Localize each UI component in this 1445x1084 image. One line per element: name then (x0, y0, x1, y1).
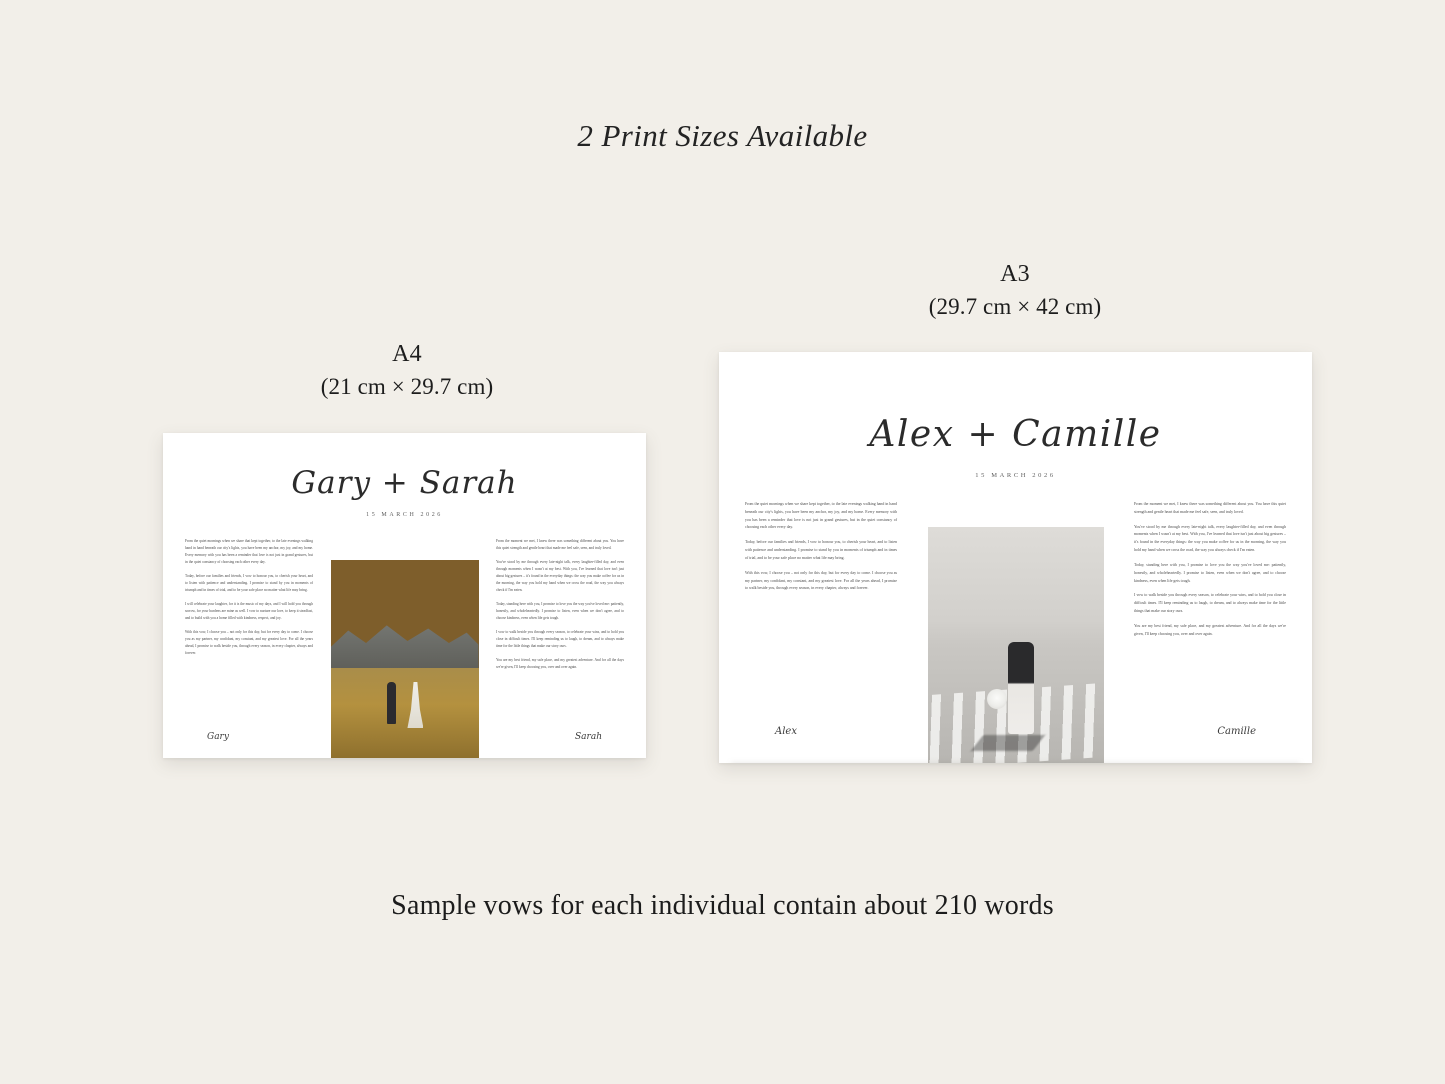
size-caption-a4 (232, 338, 582, 403)
vow-paragraph: You've stood by me through every late-night talk, every laughter-filled day, and even through moments when I wasn't at my best. With you, I've learned that love isn't just about big gestures – it's found in the everyday things: the way you make coffee for us in the morning, the way you hold my hand when we cross the road, the way you always check if I'm eaten. (496, 560, 624, 592)
vow-paragraph: You've stood by me through every late-night talk, every laughter-filled day, and even through moments when I wasn't at my best. With you, I've learned that love isn't just about big gestures – it's found in the everyday things: the way you make coffee for us in the morning, the way you hold my hand when we cross the road, the way you always check if I'm eaten. (1134, 524, 1286, 553)
wedding-date-a4: 15 MARCH 2026 (366, 512, 443, 518)
couple-names-a3: Alex + Camille (869, 414, 1162, 455)
sheet-inner-a4 (163, 433, 646, 758)
size-name-a3: A3 (1000, 261, 1030, 287)
footer-note: Sample vows for each individual contain about 210 words (391, 890, 1054, 921)
vow-paragraph: From the moment we met, I knew there was something different about you. You have this quiet strength and gentle heart that made me feel safe, seen, and truly loved. (1134, 502, 1286, 514)
wedding-date-a3: 15 MARCH 2026 (975, 472, 1056, 479)
vow-paragraph: Today, standing here with you, I promise to love you the way you've loved me: patiently, honestly, and wholeheartedly. I promise to listen, even when we don't agree, and to choose kindness, even when life gets tough. (1134, 562, 1286, 583)
mockup-sheet-a4 (163, 433, 646, 758)
mockup-sheet-a3 (719, 352, 1312, 763)
bride-figure (407, 682, 423, 728)
vow-columns-a3 (719, 501, 1312, 763)
bride-legs-figure (1008, 642, 1034, 734)
vow-paragraph: Today, before our families and friends, I vow to honour you, to cherish your heart, and to listen with patience and understanding. I promise to stand by you in moments of triumph and in times of trial, and to be your safe place no matter what life may bring. (745, 540, 897, 560)
size-name-a4: A4 (392, 341, 422, 367)
signature-right-a4: Sarah (575, 732, 602, 742)
vow-paragraph: With this vow, I choose you – not only for this day, but for every day to come. I choose you as my partner, my confidant, my constant, and my greatest love. For all the years ahead, I promise to walk beside you, through every season, in every chapter, always and forever. (745, 570, 897, 591)
vow-paragraph: Today, standing here with you, I promise to love you the way you've loved me: patiently, honestly, and wholeheartedly. I promise to listen, even when we don't agree, and to choose kindness, even when life gets tough. (496, 602, 624, 620)
vow-column-right-a4 (496, 538, 624, 678)
couple-names-a4: Gary + Sarah (291, 465, 518, 501)
signatures-a4 (163, 732, 646, 742)
size-caption-a3 (840, 258, 1190, 323)
groom-figure (387, 682, 396, 724)
vow-paragraph: From the quiet mornings when we share kept together, to the late evenings walking hand in hand beneath our city's lights, you have been my anchor, my joy, and my home. Every memory with you has been a reminder that love is not just in grand gestures, but in the quiet constancy of choosing each other every day. (745, 502, 897, 530)
signature-right-a3: Camille (1217, 726, 1256, 737)
vow-paragraph: Today, before our families and friends, I vow to honour you, to cherish your heart, and to listen with patience and understanding. I promise to stand by you in moments of triumph and in times of trial, and to be your safe place no matter what life may bring. (185, 574, 313, 592)
vow-column-left-a3 (745, 501, 897, 600)
vow-paragraph: You are my best friend, my safe place, and my greatest adventure. And for all the days we're given, I'll keep choosing you, over and over again. (1134, 623, 1286, 636)
vow-paragraph: With this vow, I choose you – not only for this day, but for every day to come. I choose you as my partner, my confidant, my constant, and my greatest love. For all the years ahead, I promise to walk beside you, through every season, in every chapter, always and forever. (185, 630, 313, 655)
size-dimensions-a4: (21 cm × 29.7 cm) (320, 374, 494, 400)
vow-paragraph: I vow to walk beside you through every season, to celebrate your wins, and to hold you close in difficult times. I'll keep reminding us to laugh, to dream, and to always make time for the little things that make our story ours. (1134, 593, 1286, 613)
signatures-a3 (719, 726, 1312, 737)
vow-paragraph: I vow to walk beside you through every season, to celebrate your wins, and to hold you close in difficult times. I'll keep reminding us to laugh, to dream, and to always make time for the little things that make our story ours. (496, 630, 624, 648)
signature-left-a4: Gary (207, 732, 229, 742)
vow-paragraph: From the quiet mornings when we share that kept together, to the late evenings walking hand in hand beneath our city's lights, you have been my anchor, my joy, and my home. Every memory with you has been a reminder that love is not just in grand gestures, but in the quiet constancy of choosing each other every day. (185, 539, 313, 564)
photo-column-a3 (897, 501, 1134, 763)
couple-photo-a4 (331, 560, 479, 758)
figure-shadow (971, 735, 1046, 751)
page-title: 2 Print Sizes Available (577, 118, 868, 153)
vow-paragraph: From the moment we met, I knew there was something different about you. You have this quiet strength and gentle heart that made me feel safe, seen, and truly loved. (496, 539, 624, 550)
photo-column-a4 (313, 538, 496, 758)
signature-left-a3: Alex (775, 726, 797, 737)
vow-paragraph: I will celebrate your laughter, for it is the music of my days, and I will hold you through sorrow, for your burdens are mine as well. I vow to nurture our love, to keep it steadfast, and to build with you a home filled with kindness, respect, and joy. (185, 602, 313, 620)
sheet-inner-a3 (719, 352, 1312, 763)
vow-column-right-a3 (1134, 501, 1286, 645)
size-dimensions-a3: (29.7 cm × 42 cm) (928, 294, 1102, 320)
vow-columns-a4 (163, 538, 646, 758)
vow-column-left-a4 (185, 538, 313, 664)
vow-paragraph: You are my best friend, my safe place, and my greatest adventure. And for all the days we're given, I'll keep choosing you, over and over again. (496, 658, 624, 669)
